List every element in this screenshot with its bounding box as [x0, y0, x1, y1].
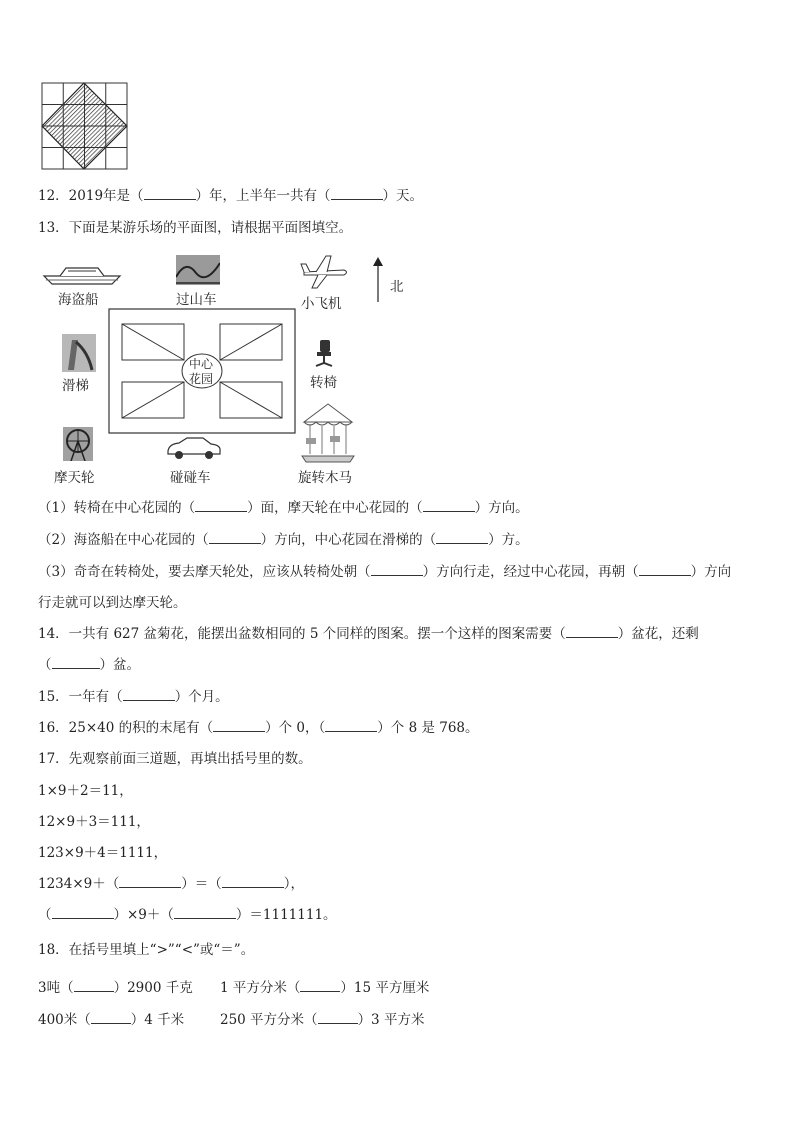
answer-blank[interactable] [119, 875, 181, 888]
roller-coaster-icon [176, 255, 220, 285]
pirate-ship-label: 海盗船 [58, 292, 99, 308]
answer-blank[interactable] [52, 906, 114, 919]
carousel-icon [300, 402, 356, 464]
answer-blank[interactable] [91, 1011, 131, 1024]
center-garden-label-2: 花园 [189, 372, 214, 386]
compare-a: 3吨（ ）2900 千克 [38, 980, 193, 996]
question-13-3-cont: 行走就可以到达摩天轮。 [38, 595, 187, 611]
carousel-label: 旋转木马 [298, 470, 352, 486]
ferris-wheel-label: 摩天轮 [54, 470, 95, 486]
slide-icon [62, 334, 96, 372]
answer-blank[interactable] [52, 656, 100, 669]
question-12: 12．2019年是（ ）年，上半年一共有（ ）天。 [38, 188, 424, 204]
answer-blank[interactable] [209, 531, 261, 544]
bumper-car-label: 碰碰车 [170, 470, 211, 486]
answer-blank[interactable] [74, 979, 114, 992]
question-13-title: 13．下面是某游乐场的平面图，请根据平面图填空。 [38, 220, 353, 236]
equation-4: 1234×9＋（ ）＝（ ）， [38, 876, 305, 892]
answer-blank[interactable] [123, 688, 175, 701]
grid-diamond-figure [41, 82, 129, 172]
answer-blank[interactable] [174, 906, 236, 919]
plane-label: 小飞机 [301, 296, 342, 312]
answer-blank[interactable] [325, 719, 377, 732]
question-17-title: 17．先观察前面三道题，再填出括号里的数。 [38, 751, 312, 767]
question-14: 14．一共有 627 盆菊花，能摆出盆数相同的 5 个同样的图案。摆一个这样的图案需要（ ）盆花，还剩 [38, 626, 699, 642]
answer-blank[interactable] [639, 563, 691, 576]
ferris-wheel-icon [63, 427, 93, 461]
compare-c: 400米（ ）4 千米 [38, 1012, 185, 1028]
answer-blank[interactable] [222, 875, 284, 888]
answer-blank[interactable] [371, 563, 423, 576]
equation-2: 12×9＋3＝111， [38, 814, 150, 830]
north-label: 北 [390, 279, 404, 295]
answer-blank[interactable] [300, 979, 340, 992]
bumper-car-icon [165, 436, 223, 460]
equation-1: 1×9＋2＝11， [38, 783, 133, 799]
answer-blank[interactable] [195, 499, 247, 512]
center-garden-label-1: 中心 [189, 357, 214, 371]
equation-5: （ ）×9＋（ ）＝1111111。 [38, 907, 337, 923]
answer-blank[interactable] [566, 625, 618, 638]
swivel-chair-icon [312, 338, 336, 368]
compare-b: 1 平方分米（ ）15 平方厘米 [220, 980, 430, 996]
compare-d: 250 平方分米（ ）3 平方米 [220, 1012, 425, 1028]
question-13-1: （1）转椅在中心花园的（ ）面，摩天轮在中心花园的（ ）方向。 [38, 500, 529, 516]
answer-blank[interactable] [331, 187, 383, 200]
answer-blank[interactable] [144, 187, 196, 200]
question-14-cont: （ ）盆。 [38, 657, 140, 673]
question-13-2: （2）海盗船在中心花园的（ ）方向，中心花园在滑梯的（ ）方。 [38, 532, 529, 548]
plane-icon [300, 254, 350, 290]
pirate-ship-icon [42, 262, 122, 286]
north-arrow-icon [371, 256, 385, 304]
question-16: 16．25×40 的积的末尾有（ ）个 0，（ ）个 8 是 768。 [38, 720, 479, 736]
answer-blank[interactable] [423, 499, 475, 512]
swivel-chair-label: 转椅 [310, 375, 337, 391]
roller-coaster-label: 过山车 [176, 292, 217, 308]
question-18-title: 18．在括号里填上“>”“<”或“＝”。 [38, 942, 255, 958]
question-13-3: （3）奇奇在转椅处，要去摩天轮处，应该从转椅处朝（ ）方向行走，经过中心花园，再朝（ ）方向 [38, 564, 732, 580]
answer-blank[interactable] [436, 531, 488, 544]
slide-label: 滑梯 [62, 378, 89, 394]
answer-blank[interactable] [318, 1011, 358, 1024]
question-15: 15．一年有（ ）个月。 [38, 689, 229, 705]
equation-3: 123×9＋4＝1111， [38, 845, 168, 861]
answer-blank[interactable] [213, 719, 265, 732]
